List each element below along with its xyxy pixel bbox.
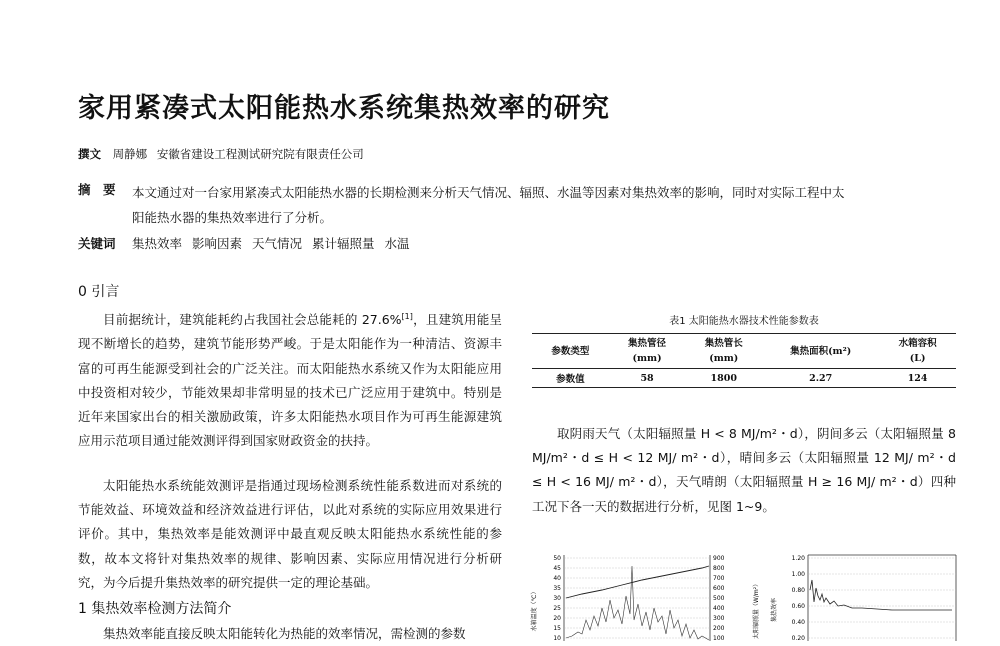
intro-p2-text: 太阳能热水系统能效测评是指通过现场检测系统性能系数进而对系统的节能效益、环境效益和经济效益进行评估，以此对系统的实际应用效果进行评价。其中，集热效率是能效测评中最直观反映太阳能热水系统性能的参数，故本文将针对集热效率的规律、影响因素、实际应用情况进行分析研究，为今后提升集热效率的研究提供一定的理论基础。 (78, 478, 502, 590)
chart1-right-tick: 100 (713, 635, 725, 642)
table-header-cell: 集热管径 (mm) (609, 334, 686, 369)
figure-area (532, 550, 962, 645)
chart1-ylabel-right: 太阳辐照量（W/m²） (753, 580, 760, 640)
table-caption: 表1 太阳能热水器技术性能参数表 (669, 316, 819, 327)
method-paragraph-1 (78, 622, 502, 646)
table-cell: 58 (609, 369, 686, 388)
keywords-label: 关键词 (78, 236, 116, 251)
keyword: 影响因素 (192, 236, 243, 251)
abstract-text: 本文通过对一台家用紧凑式太阳能热水器的长期检测来分析天气情况、辐照、水温等因素对集热效率的影响，同时对实际工程中太阳能热水器的集热效率进行了分析。 (132, 185, 845, 225)
chart2-tick: 1.20 (791, 555, 805, 562)
parameter-table (532, 333, 956, 388)
chart2-ylabel: 集热效率 (771, 597, 778, 623)
keyword: 累计辐照量 (312, 236, 375, 251)
section-heading-method: 1 集热效率检测方法简介 (78, 601, 232, 617)
table-header-cell: 集热管长 (mm) (685, 334, 762, 369)
table-header-row (532, 334, 956, 369)
intro-paragraph-2 (78, 474, 502, 595)
chart2-tick: 0.80 (791, 587, 805, 594)
paper-title: 家用紧凑式太阳能热水系统集热效率的研究 (78, 93, 610, 124)
chart1-right-tick: 800 (713, 565, 725, 572)
right-column-paragraph (532, 422, 956, 519)
chart1-right-tick: 200 (713, 625, 725, 632)
intro-p1-text-b: ，且建筑用能呈现不断增长的趋势，建筑节能形势严峻。于是太阳能作为一种清洁、资源丰富的可再生能源受到社会的广泛关注。而太阳能热水系统又作为太阳能应用中投资相对较少，节能效果却非常明显的技术已广泛应用于建筑中。特别是近年来国家出台的相关激励政策，许多太阳能热水项目作为可再生能源建筑应用示范项目通过能效测评得到国家财政资金的扶持。 (78, 312, 502, 449)
author-line (78, 146, 364, 162)
chart1-right-tick: 400 (713, 605, 725, 612)
intro-p1-text-a: 目前据统计，建筑能耗约占我国社会总能耗的 27.6% (103, 312, 402, 328)
chart1-right-tick: 900 (713, 555, 725, 562)
table-cell: 参数值 (532, 369, 609, 388)
keyword: 集热效率 (132, 236, 183, 251)
author-name: 周静娜 (112, 147, 148, 161)
chart1-left-tick: 35 (553, 585, 561, 592)
table-cell: 2.27 (762, 369, 879, 388)
intro-paragraph-1 (78, 305, 502, 453)
method-p1-text: 集热效率能直接反映太阳能转化为热能的效率情况，需检测的参数 (103, 626, 466, 641)
table-header-cell: 集热面积(m²) (762, 334, 879, 369)
abstract-label: 摘 要 (78, 182, 116, 197)
chart1-left-tick: 50 (553, 555, 561, 562)
chart1-left-tick: 40 (553, 575, 561, 582)
figure-charts (532, 550, 962, 641)
chart1-left-tick: 30 (553, 595, 561, 602)
chart1-left-tick: 15 (553, 625, 561, 632)
chart1-irradiance-line (566, 566, 709, 640)
keyword: 天气情况 (252, 236, 303, 251)
chart2-efficiency-line (810, 580, 952, 610)
chart-1 (530, 555, 760, 642)
section-heading-intro: 0 引言 (78, 284, 120, 300)
chart-2 (770, 555, 956, 642)
chart1-right-tick: 700 (713, 575, 725, 582)
chart1-right-tick: 300 (713, 615, 725, 622)
chart1-left-tick: 25 (553, 605, 561, 612)
table-row (532, 369, 956, 388)
keywords-list (132, 234, 416, 252)
table-header-cell: 参数类型 (532, 334, 609, 369)
table-cell: 1800 (685, 369, 762, 388)
chart1-ylabel-left: 水箱温度（℃） (531, 588, 538, 632)
table-header-cell: 水箱容积 (L) (879, 334, 956, 369)
author-affiliation: 安徽省建设工程测试研究院有限责任公司 (156, 147, 364, 161)
chart2-tick: 0.20 (791, 635, 805, 642)
chart1-left-tick: 20 (553, 615, 561, 622)
chart2-tick: 0.60 (791, 603, 805, 610)
chart1-left-tick: 45 (553, 565, 561, 572)
chart2-tick: 1.00 (791, 571, 805, 578)
chart1-temperature-line (566, 566, 709, 598)
chart2-tick: 0.40 (791, 619, 805, 626)
chart1-left-tick: 10 (553, 635, 561, 642)
chart1-right-tick: 500 (713, 595, 725, 602)
author-label: 撰文 (78, 147, 101, 161)
chart1-right-tick: 600 (713, 585, 725, 592)
keyword: 水温 (384, 236, 410, 251)
citation-ref: [1] (401, 312, 413, 321)
table-cell: 124 (879, 369, 956, 388)
right-paragraph-text: 取阴雨天气（太阳辐照量 H < 8 MJ/m²・d），阴间多云（太阳辐照量 8 MJ/m²・d ≤ H < 12 MJ/ m²・d），晴间多云（太阳辐照量 12 MJ/ m²・d ≤ H < 16 MJ/ m²・d），天气晴朗（太阳辐照量 H ≥ 16 MJ/ m²・d）四种工况下各一天的数据进行分析，见图 1~9。 (532, 426, 956, 514)
